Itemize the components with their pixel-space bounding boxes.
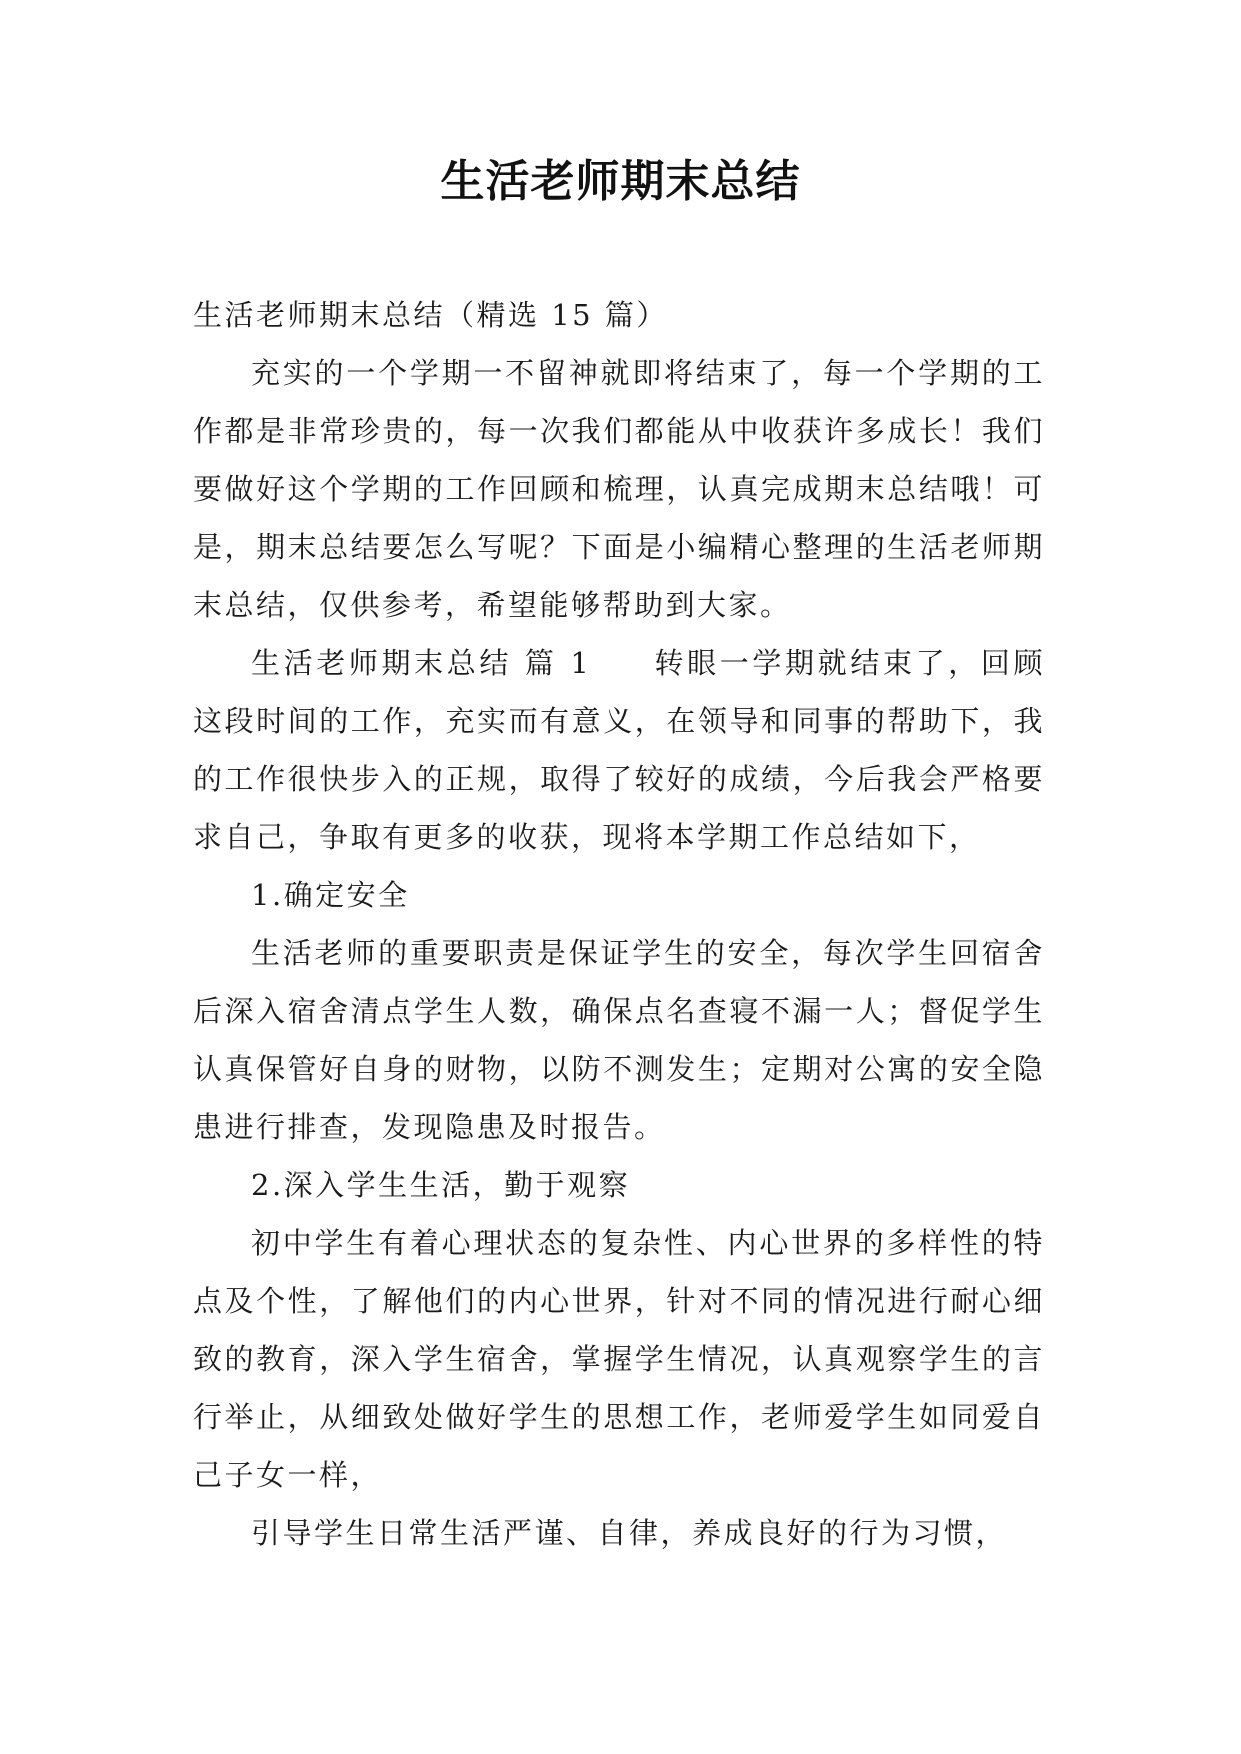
article-1-heading: 生活老师期末总结 篇 1 xyxy=(251,646,592,680)
article-1-paragraph xyxy=(193,634,1045,866)
section-1-paragraph: 生活老师的重要职责是保证学生的安全，每次学生回宿舍后深入宿舍清点学生人数，确保点名查寝不漏一人；督促学生认真保管好自身的财物，以防不测发生；定期对公寓的安全隐患进行排查，发现隐患及时报告。 xyxy=(193,936,1045,1144)
document-title: 生活老师期末总结 xyxy=(440,156,801,207)
section-2-heading: 2.深入学生生活，勤于观察 xyxy=(251,1168,631,1202)
intro-paragraph: 充实的一个学期一不留神就即将结束了，每一个学期的工作都是非常珍贵的，每一次我们都能从中收获许多成长！我们要做好这个学期的工作回顾和梳理，认真完成期末总结哦！可是，期末总结要怎么写呢？下面是小编精心整理的生活老师期末总结，仅供参考，希望能够帮助到大家。 xyxy=(193,356,1045,622)
section-1-heading: 1.确定安全 xyxy=(251,878,410,912)
document-body xyxy=(193,286,1045,1562)
section-2-paragraph: 初中学生有着心理状态的复杂性、内心世界的多样性的特点及个性，了解他们的内心世界，针对不同的情况进行耐心细致的教育，深入学生宿舍，掌握学生情况，认真观察学生的言行举止，从细致处做好学生的思想工作，老师爱学生如同爱自己子女一样， xyxy=(193,1226,1045,1492)
document-subtitle: 生活老师期末总结（精选 15 篇） xyxy=(193,298,668,332)
article-1-opening: 转眼一学期就结束了，回顾这段时间的工作，充实而有意义，在领导和同事的帮助下，我的工作很快步入的正规，取得了较好的成绩，今后我会严格要求自己，争取有更多的收获，现将本学期工作总结如下， xyxy=(193,646,1045,854)
section-2-continuation: 引导学生日常生活严谨、自律，养成良好的行为习惯， xyxy=(251,1516,1008,1550)
